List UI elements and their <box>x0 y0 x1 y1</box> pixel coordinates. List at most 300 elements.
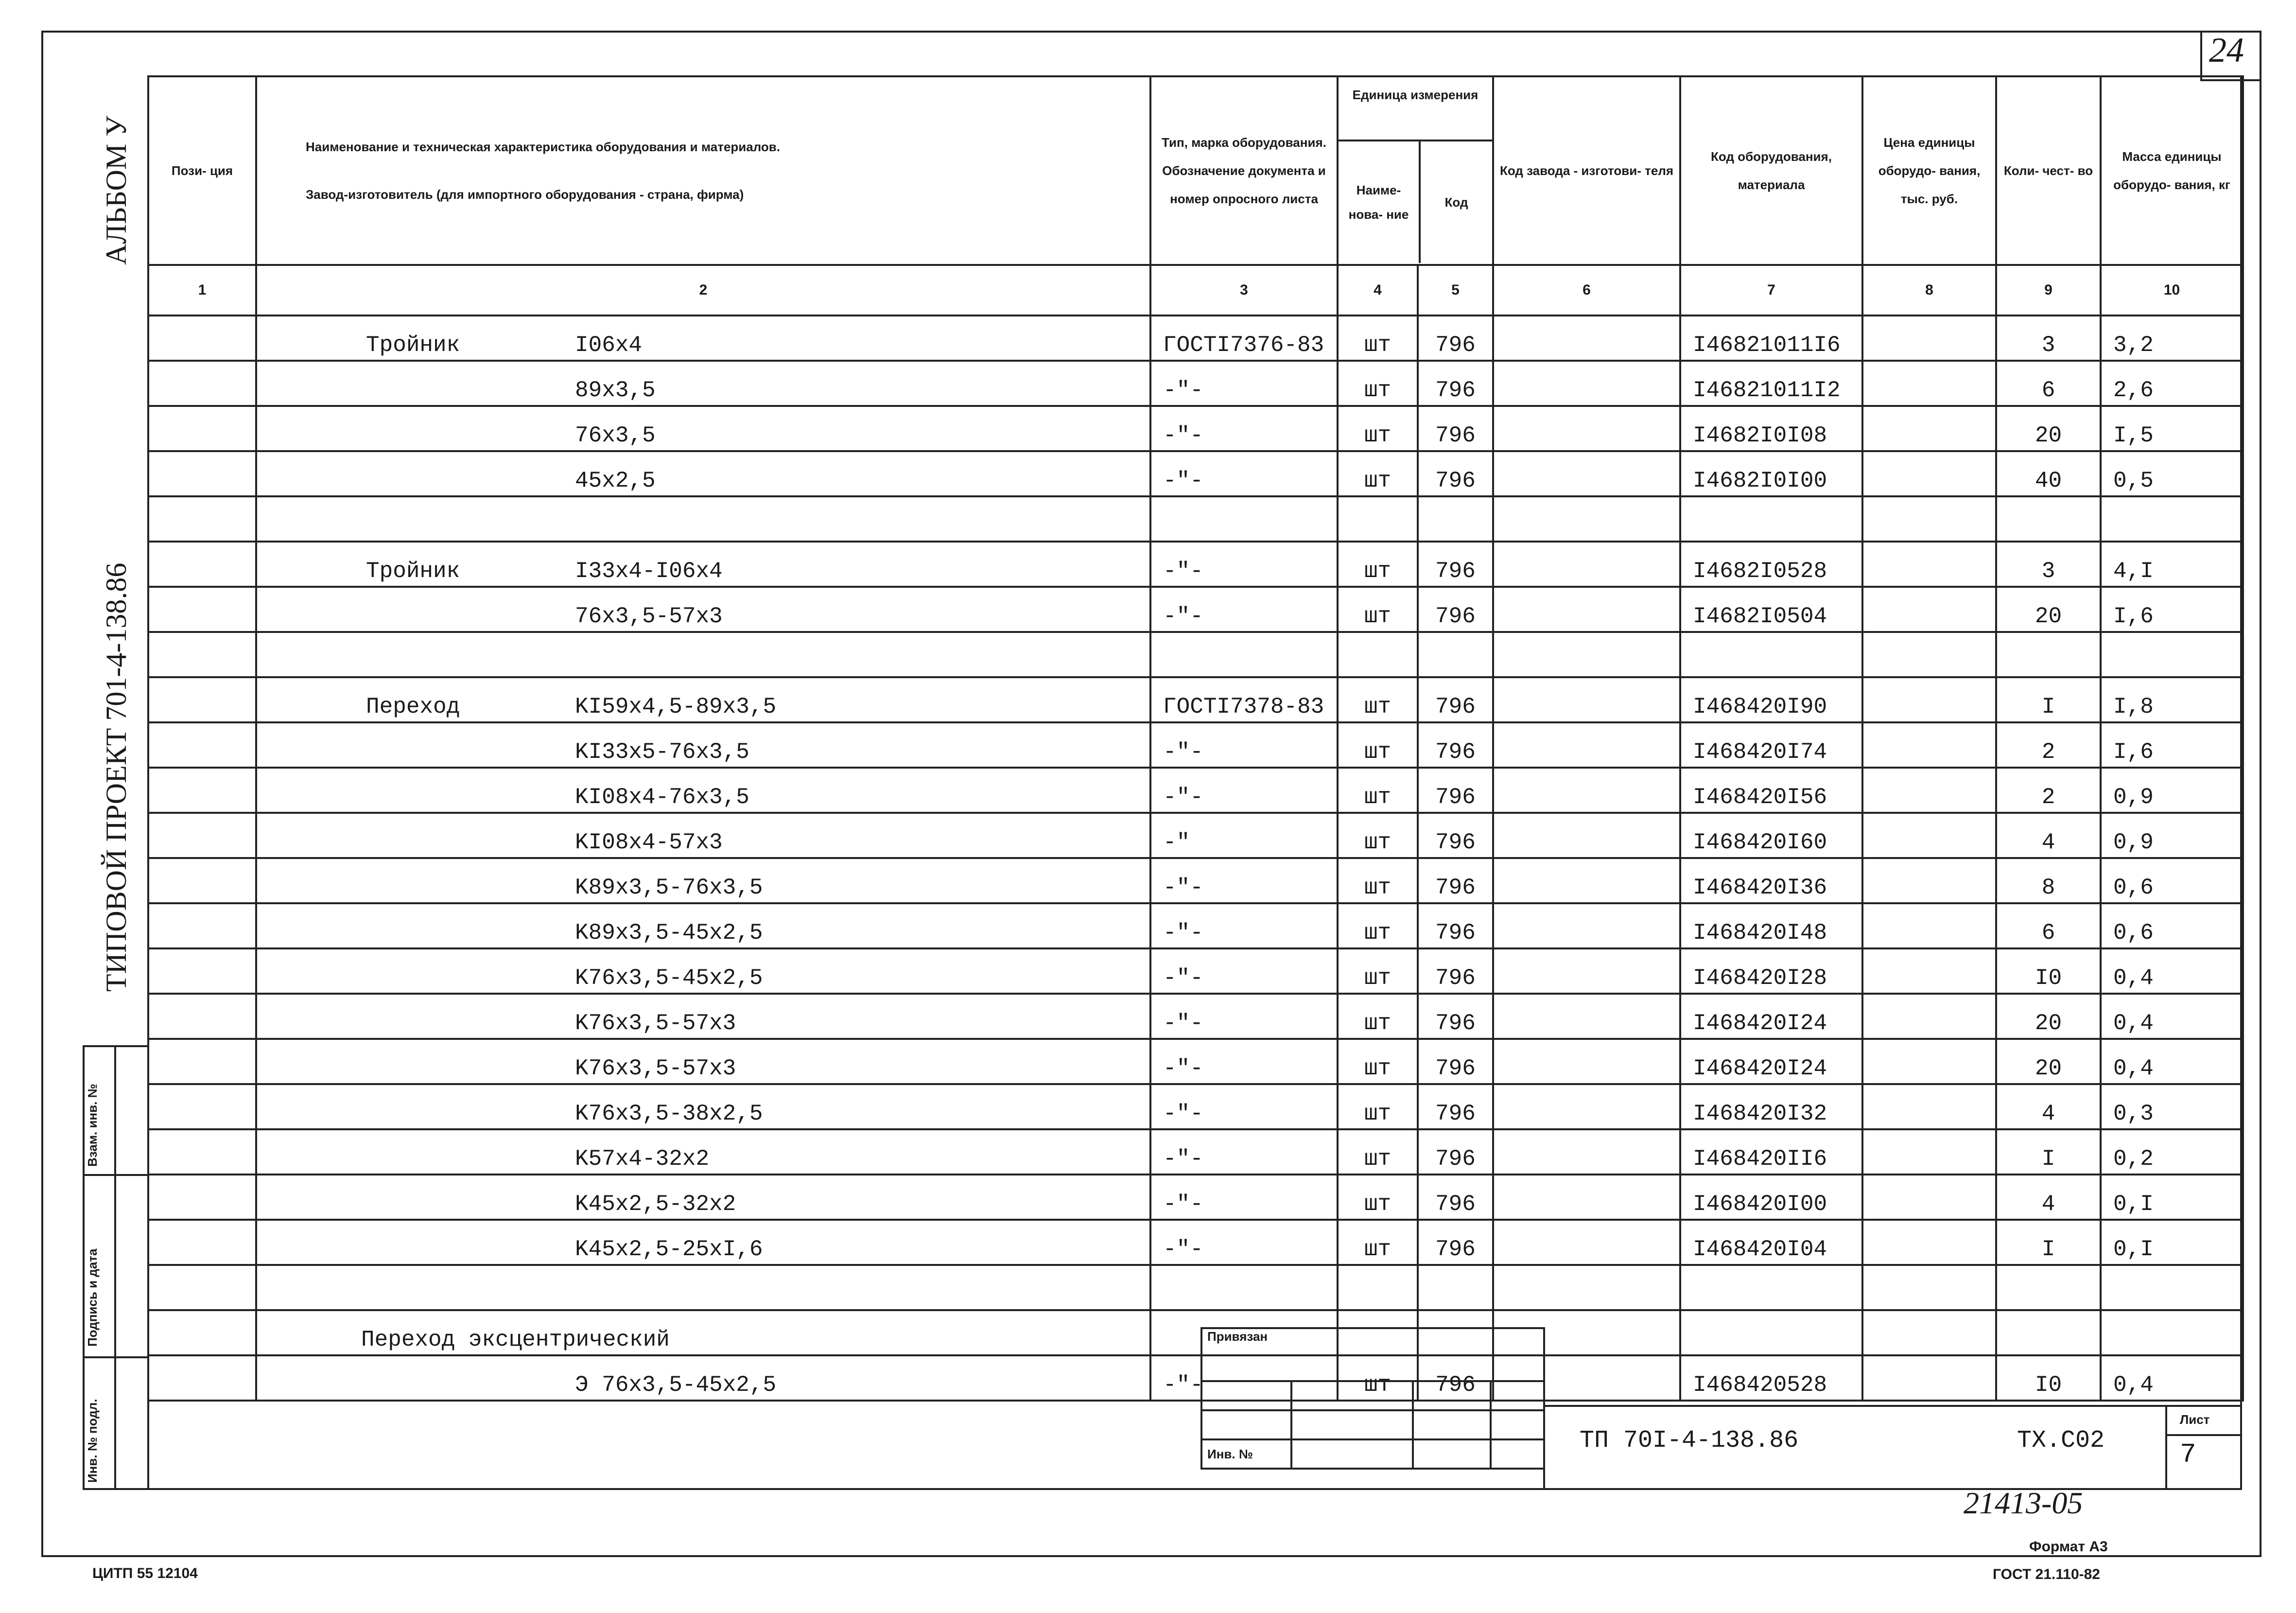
doc-cell <box>1150 1265 1338 1310</box>
name-cell <box>256 496 1150 542</box>
table-row <box>148 903 2243 948</box>
position-cell <box>148 361 256 406</box>
unit-cell: шт <box>1338 1129 1418 1175</box>
name-cell <box>256 1355 1150 1401</box>
factory-code-cell <box>1493 542 1680 587</box>
item-size: I06x4 <box>575 333 643 358</box>
table-row <box>148 1310 2243 1355</box>
unit-code-cell <box>1418 1265 1493 1310</box>
doc-cell: -"- <box>1150 903 1338 948</box>
col-number: 5 <box>1418 265 1493 316</box>
table-row <box>148 677 2243 722</box>
side-project-label: ТИПОВОЙ ПРОЕКТ 701-4-138.86 <box>100 562 132 992</box>
position-cell <box>148 316 256 361</box>
unit-code-cell: 796 <box>1418 813 1493 858</box>
format-label: Формат А3 <box>2029 1539 2108 1555</box>
side-stamp-line-2 <box>83 1356 149 1358</box>
position-cell <box>148 1265 256 1310</box>
col-header-price: Цена единицы оборудо- вания, тыс. руб. <box>1862 76 1996 265</box>
name-cell <box>256 542 1150 587</box>
item-size: 76x3,5 <box>575 423 656 448</box>
stamp-privyazan: Привязан <box>1201 1328 1544 1381</box>
unit-cell: шт <box>1338 316 1418 361</box>
factory-code-cell <box>1493 768 1680 813</box>
mass-cell: 0,4 <box>2101 948 2243 994</box>
mass-cell: 0,I <box>2101 1175 2243 1220</box>
gost-label: ГОСТ 21.110-82 <box>1993 1566 2100 1582</box>
item-name: Переход <box>366 694 460 719</box>
col-header-name-line2: Завод-изготовитель (для импортного оборудования - страна, фирма) <box>306 187 744 202</box>
col-header-position: Пози- ция <box>148 76 256 265</box>
table-row <box>148 587 2243 632</box>
qty-cell: 3 <box>1996 316 2101 361</box>
mass-cell: 0,6 <box>2101 858 2243 903</box>
table-row <box>148 361 2243 406</box>
name-cell <box>256 677 1150 722</box>
col-number: 3 <box>1150 265 1338 316</box>
handwritten-number: 21413-05 <box>1964 1486 2083 1520</box>
name-cell <box>256 903 1150 948</box>
factory-code-cell <box>1493 994 1680 1039</box>
qty-cell <box>1996 1265 2101 1310</box>
position-cell <box>148 903 256 948</box>
item-size: K76x3,5-57x3 <box>575 1056 736 1081</box>
mass-cell: I,6 <box>2101 722 2243 768</box>
unit-cell: шт <box>1338 677 1418 722</box>
material-code-cell: I468420I32 <box>1680 1084 1862 1129</box>
unit-cell: шт <box>1338 542 1418 587</box>
qty-cell: 4 <box>1996 813 2101 858</box>
price-cell <box>1862 768 1996 813</box>
position-cell <box>148 1084 256 1129</box>
unit-code-cell: 796 <box>1418 858 1493 903</box>
unit-code-cell: 796 <box>1418 542 1493 587</box>
col-number: 1 <box>148 265 256 316</box>
doc-cell: -"- <box>1150 948 1338 994</box>
price-cell <box>1862 1039 1996 1084</box>
mass-cell: I,8 <box>2101 677 2243 722</box>
price-cell <box>1862 994 1996 1039</box>
doc-cell: -"- <box>1150 587 1338 632</box>
price-cell <box>1862 858 1996 903</box>
qty-cell <box>1996 496 2101 542</box>
factory-code-cell <box>1493 361 1680 406</box>
item-size: KI08x4-57x3 <box>575 830 723 855</box>
name-cell <box>256 1220 1150 1265</box>
name-cell <box>256 1310 1150 1355</box>
mass-cell: 4,I <box>2101 542 2243 587</box>
unit-cell: шт <box>1338 1175 1418 1220</box>
factory-code-cell <box>1493 406 1680 451</box>
col-header-qty: Коли- чест- во <box>1996 76 2101 265</box>
item-size: K45x2,5-32x2 <box>575 1192 736 1217</box>
name-cell <box>256 858 1150 903</box>
factory-code-cell <box>1493 1084 1680 1129</box>
col-header-unit-group <box>1338 76 1493 265</box>
item-size: K76x3,5-57x3 <box>575 1011 736 1036</box>
name-cell <box>256 316 1150 361</box>
unit-code-cell: 796 <box>1418 406 1493 451</box>
table-row <box>148 1220 2243 1265</box>
material-code-cell: I468420I00 <box>1680 1175 1862 1220</box>
material-code-cell: I468420I60 <box>1680 813 1862 858</box>
unit-cell: шт <box>1338 768 1418 813</box>
material-code-cell: I468420II6 <box>1680 1129 1862 1175</box>
name-cell <box>256 451 1150 496</box>
factory-code-cell <box>1493 496 1680 542</box>
position-cell <box>148 722 256 768</box>
material-code-cell: I468420I28 <box>1680 948 1862 994</box>
table-row <box>148 542 2243 587</box>
factory-code-cell <box>1493 1175 1680 1220</box>
position-cell <box>148 406 256 451</box>
qty-cell: 20 <box>1996 994 2101 1039</box>
price-cell <box>1862 632 1996 677</box>
material-code-cell <box>1680 632 1862 677</box>
price-cell <box>1862 1084 1996 1129</box>
position-cell <box>148 948 256 994</box>
unit-cell: шт <box>1338 406 1418 451</box>
unit-cell: шт <box>1338 1084 1418 1129</box>
price-cell <box>1862 813 1996 858</box>
unit-code-cell <box>1418 632 1493 677</box>
price-cell <box>1862 1355 1996 1401</box>
corner-sheet-number: 24 <box>2209 31 2244 70</box>
position-cell <box>148 677 256 722</box>
material-code-cell: I468420I56 <box>1680 768 1862 813</box>
table-row <box>148 948 2243 994</box>
material-code-cell: I468420I48 <box>1680 903 1862 948</box>
item-size: K76x3,5-38x2,5 <box>575 1101 763 1126</box>
position-cell <box>148 768 256 813</box>
qty-cell: 2 <box>1996 722 2101 768</box>
unit-code-cell: 796 <box>1418 1175 1493 1220</box>
mass-cell: 0,9 <box>2101 768 2243 813</box>
name-cell <box>256 632 1150 677</box>
position-cell <box>148 994 256 1039</box>
material-code-cell: I468420I24 <box>1680 1039 1862 1084</box>
factory-code-cell <box>1493 1220 1680 1265</box>
table-row <box>148 632 2243 677</box>
col-number: 10 <box>2101 265 2243 316</box>
position-cell <box>148 496 256 542</box>
factory-code-cell <box>1493 858 1680 903</box>
unit-cell: шт <box>1338 903 1418 948</box>
position-cell <box>148 451 256 496</box>
unit-code-cell: 796 <box>1418 1084 1493 1129</box>
unit-cell: шт <box>1338 587 1418 632</box>
table-row <box>148 994 2243 1039</box>
position-cell <box>148 587 256 632</box>
name-cell <box>256 1175 1150 1220</box>
item-size: 76x3,5-57x3 <box>575 604 723 629</box>
qty-cell: I <box>1996 1129 2101 1175</box>
mass-cell: 0,5 <box>2101 451 2243 496</box>
mass-cell <box>2101 632 2243 677</box>
unit-cell <box>1338 496 1418 542</box>
material-code-cell: I468420I04 <box>1680 1220 1862 1265</box>
item-size: K45x2,5-25xI,6 <box>575 1237 763 1262</box>
unit-code-cell: 796 <box>1418 722 1493 768</box>
unit-code-cell <box>1418 496 1493 542</box>
name-cell <box>256 1039 1150 1084</box>
mass-cell: 0,9 <box>2101 813 2243 858</box>
item-name: Тройник <box>366 559 460 584</box>
factory-code-cell <box>1493 903 1680 948</box>
mass-cell: 0,2 <box>2101 1129 2243 1175</box>
unit-cell: шт <box>1338 1355 1418 1401</box>
qty-cell: I0 <box>1996 948 2101 994</box>
col-header-unit-name: Наиме- нова- ние <box>1339 141 1421 263</box>
col-header-name-line1: Наименование и техническая характеристика оборудования и материалов. <box>306 140 781 154</box>
qty-cell: 8 <box>1996 858 2101 903</box>
mass-cell: 0,4 <box>2101 1039 2243 1084</box>
column-number-row <box>148 265 2243 316</box>
factory-code-cell <box>1493 677 1680 722</box>
doc-cell: -"- <box>1150 1355 1338 1401</box>
price-cell <box>1862 677 1996 722</box>
material-code-cell <box>1680 1265 1862 1310</box>
mass-cell: 0,3 <box>2101 1084 2243 1129</box>
table-bottom-area <box>148 1401 2243 1547</box>
unit-cell: шт <box>1338 948 1418 994</box>
side-box-vzam: Взам. инв. № <box>85 1084 100 1167</box>
mass-cell: 0,4 <box>2101 1355 2243 1401</box>
factory-code-cell <box>1493 587 1680 632</box>
name-cell <box>256 722 1150 768</box>
item-size: K57x4-32x2 <box>575 1146 710 1172</box>
table-row <box>148 1265 2243 1310</box>
position-cell <box>148 1039 256 1084</box>
unit-code-cell: 796 <box>1418 994 1493 1039</box>
title-block-top-line <box>1543 1405 2242 1407</box>
price-cell <box>1862 1220 1996 1265</box>
qty-cell: I <box>1996 1220 2101 1265</box>
stamp-table <box>1200 1327 1545 1470</box>
table-body <box>148 316 2243 1547</box>
item-size: KI33x5-76x3,5 <box>575 739 749 765</box>
unit-code-cell: 796 <box>1418 1355 1493 1401</box>
qty-cell: 20 <box>1996 406 2101 451</box>
material-code-cell: I4682I0I00 <box>1680 451 1862 496</box>
unit-cell: шт <box>1338 451 1418 496</box>
factory-code-cell <box>1493 316 1680 361</box>
price-cell <box>1862 451 1996 496</box>
name-cell <box>256 406 1150 451</box>
price-cell <box>1862 496 1996 542</box>
price-cell <box>1862 542 1996 587</box>
table-row <box>148 496 2243 542</box>
document-code: ТП 70I-4-138.86 <box>1580 1427 1799 1455</box>
unit-cell: шт <box>1338 722 1418 768</box>
item-size: 45x2,5 <box>575 468 656 493</box>
price-cell <box>1862 1310 1996 1355</box>
price-cell <box>1862 361 1996 406</box>
doc-cell: ГОСТI7376-83 <box>1150 316 1338 361</box>
qty-cell: I <box>1996 677 2101 722</box>
position-cell <box>148 1355 256 1401</box>
material-code-cell <box>1680 496 1862 542</box>
qty-cell: 6 <box>1996 361 2101 406</box>
position-cell <box>148 858 256 903</box>
print-stamp: ЦИТП 55 12104 <box>92 1565 198 1581</box>
table-row <box>148 1084 2243 1129</box>
price-cell <box>1862 1129 1996 1175</box>
table-row <box>148 722 2243 768</box>
item-size: KI59x4,5-89x3,5 <box>575 694 777 719</box>
unit-cell: шт <box>1338 1039 1418 1084</box>
position-cell <box>148 1175 256 1220</box>
doc-cell: -"- <box>1150 858 1338 903</box>
item-size: K76x3,5-45x2,5 <box>575 965 763 991</box>
sheet-number: 7 <box>2180 1439 2196 1470</box>
col-header-factory-code: Код завода - изготови- теля <box>1493 76 1680 265</box>
qty-cell: I0 <box>1996 1355 2101 1401</box>
table-row <box>148 451 2243 496</box>
doc-cell: -"- <box>1150 1129 1338 1175</box>
price-cell <box>1862 406 1996 451</box>
unit-code-cell: 796 <box>1418 677 1493 722</box>
material-code-cell: I468420I74 <box>1680 722 1862 768</box>
unit-code-cell: 796 <box>1418 1129 1493 1175</box>
qty-cell: 20 <box>1996 587 2101 632</box>
doc-cell: -"- <box>1150 542 1338 587</box>
item-size: KI08x4-76x3,5 <box>575 785 749 810</box>
unit-code-cell: 796 <box>1418 587 1493 632</box>
doc-cell <box>1150 632 1338 677</box>
factory-code-cell <box>1493 1039 1680 1084</box>
name-cell <box>256 994 1150 1039</box>
name-cell <box>256 361 1150 406</box>
factory-code-cell <box>1493 451 1680 496</box>
doc-cell: -"- <box>1150 1084 1338 1129</box>
unit-code-cell: 796 <box>1418 1039 1493 1084</box>
unit-code-cell: 796 <box>1418 903 1493 948</box>
unit-cell: шт <box>1338 858 1418 903</box>
side-box-inv: Инв. № подл. <box>85 1399 100 1483</box>
col-number: 9 <box>1996 265 2101 316</box>
item-name: Переход эксцентрический <box>361 1327 670 1352</box>
sheet-number-divider <box>2165 1434 2242 1436</box>
factory-code-cell <box>1493 813 1680 858</box>
name-cell <box>256 813 1150 858</box>
doc-cell: -"- <box>1150 361 1338 406</box>
factory-code-cell <box>1493 1129 1680 1175</box>
position-cell <box>148 1310 256 1355</box>
doc-cell: -"- <box>1150 451 1338 496</box>
mass-cell: 0,6 <box>2101 903 2243 948</box>
item-name: Тройник <box>366 333 460 358</box>
position-cell <box>148 1220 256 1265</box>
item-size: K89x3,5-76x3,5 <box>575 875 763 900</box>
qty-cell: 20 <box>1996 1039 2101 1084</box>
col-header-mass: Масса единицы оборудо- вания, кг <box>2101 76 2243 265</box>
price-cell <box>1862 722 1996 768</box>
sheet-code: ТХ.С02 <box>2017 1427 2105 1455</box>
unit-code-cell: 796 <box>1418 451 1493 496</box>
unit-code-cell: 796 <box>1418 361 1493 406</box>
name-cell <box>256 768 1150 813</box>
material-code-cell: I4682I0I08 <box>1680 406 1862 451</box>
table-row <box>148 768 2243 813</box>
col-header-material-code: Код оборудования, материала <box>1680 76 1862 265</box>
material-code-cell: I468420528 <box>1680 1355 1862 1401</box>
doc-cell: -"- <box>1150 406 1338 451</box>
doc-cell: -"- <box>1150 994 1338 1039</box>
doc-cell: -"- <box>1150 1220 1338 1265</box>
specification-table <box>147 75 2244 1547</box>
material-code-cell: I46821011I6 <box>1680 316 1862 361</box>
side-box-podpis: Подпись и дата <box>85 1248 100 1347</box>
item-size: Э 76x3,5-45x2,5 <box>575 1372 777 1398</box>
name-cell <box>256 948 1150 994</box>
title-block-left-line <box>1543 1405 1545 1490</box>
material-code-cell: I468420I36 <box>1680 858 1862 903</box>
mass-cell <box>2101 1310 2243 1355</box>
item-size: K89x3,5-45x2,5 <box>575 920 763 946</box>
qty-cell <box>1996 1310 2101 1355</box>
col-header-unit-code: Код <box>1444 195 1468 210</box>
material-code-cell: I4682I0504 <box>1680 587 1862 632</box>
unit-code-cell: 796 <box>1418 316 1493 361</box>
qty-cell: 4 <box>1996 1084 2101 1129</box>
col-number: 7 <box>1680 265 1862 316</box>
doc-cell <box>1150 496 1338 542</box>
position-cell <box>148 813 256 858</box>
factory-code-cell <box>1493 948 1680 994</box>
price-cell <box>1862 1265 1996 1310</box>
price-cell <box>1862 948 1996 994</box>
qty-cell: 4 <box>1996 1175 2101 1220</box>
unit-code-cell: 796 <box>1418 948 1493 994</box>
doc-cell: ГОСТI7378-83 <box>1150 677 1338 722</box>
side-album-label: АЛЬБОМ У <box>100 116 132 265</box>
material-code-cell <box>1680 1310 1862 1355</box>
doc-cell: -" <box>1150 813 1338 858</box>
table-row <box>148 858 2243 903</box>
stamp-inv-no: Инв. № <box>1201 1439 1291 1469</box>
qty-cell: 40 <box>1996 451 2101 496</box>
unit-cell: шт <box>1338 361 1418 406</box>
mass-cell <box>2101 496 2243 542</box>
position-cell <box>148 542 256 587</box>
mass-cell: 0,I <box>2101 1220 2243 1265</box>
col-number: 6 <box>1493 265 1680 316</box>
price-cell <box>1862 903 1996 948</box>
price-cell <box>1862 587 1996 632</box>
material-code-cell: I46821011I2 <box>1680 361 1862 406</box>
price-cell <box>1862 1175 1996 1220</box>
col-header-unit-title: Единица измерения <box>1339 78 1492 141</box>
mass-cell: 0,4 <box>2101 994 2243 1039</box>
factory-code-cell <box>1493 722 1680 768</box>
factory-code-cell <box>1493 1265 1680 1310</box>
table-header-row <box>148 76 2243 265</box>
price-cell <box>1862 316 1996 361</box>
position-cell <box>148 1129 256 1175</box>
qty-cell: 3 <box>1996 542 2101 587</box>
mass-cell: I,5 <box>2101 406 2243 451</box>
table-row <box>148 1039 2243 1084</box>
position-cell <box>148 632 256 677</box>
unit-cell <box>1338 632 1418 677</box>
material-code-cell: I4682I0528 <box>1680 542 1862 587</box>
name-cell <box>256 1084 1150 1129</box>
mass-cell: I,6 <box>2101 587 2243 632</box>
doc-cell: -"- <box>1150 768 1338 813</box>
unit-cell <box>1338 1265 1418 1310</box>
table-row <box>148 1129 2243 1175</box>
